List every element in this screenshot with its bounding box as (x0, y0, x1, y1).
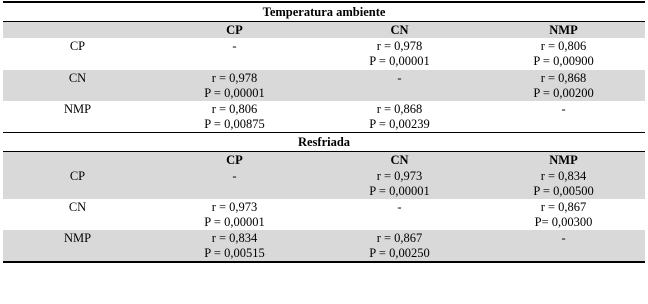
section-title-row (3, 133, 645, 152)
r-value: - (397, 200, 402, 214)
r-value: r = 0,806 (540, 39, 587, 53)
table-cell (152, 38, 317, 70)
row-label: CP (69, 39, 86, 53)
row-label: CN (3, 70, 152, 102)
row-label: NMP (3, 230, 152, 262)
p-value: P = 0,00001 (204, 215, 265, 229)
p-value: P = 0,00001 (369, 184, 430, 198)
table-cell (152, 199, 317, 230)
column-header-nmp: NMP (482, 22, 645, 39)
p-value: P = 0,00875 (204, 117, 265, 131)
table-row (3, 70, 645, 102)
p-value: P = 0,00001 (204, 86, 265, 100)
r-value: - (232, 169, 237, 183)
p-value: P = 0,00001 (369, 54, 430, 68)
column-header-cn: CN (317, 22, 482, 39)
table-cell (482, 199, 645, 230)
row-label: CN (68, 200, 87, 214)
table-cell (317, 38, 482, 70)
p-value: P = 0,00200 (533, 86, 594, 100)
row-label: CP (3, 168, 152, 199)
table-row (3, 199, 645, 230)
r-value: - (397, 71, 402, 85)
r-value: r = 0,867 (540, 200, 587, 214)
table-cell (317, 199, 482, 230)
p-value: P = 0,00239 (369, 117, 430, 131)
table-row (3, 101, 645, 133)
column-header-row (3, 152, 645, 169)
p-value: P = 0,00500 (533, 184, 594, 198)
r-value: r = 0,973 (376, 169, 423, 183)
table-cell (482, 168, 645, 199)
r-value: r = 0,868 (540, 71, 587, 85)
table-cell (317, 101, 482, 133)
table-cell (482, 38, 645, 70)
table-row (3, 168, 645, 199)
table-cell (152, 230, 317, 262)
r-value: - (561, 102, 566, 116)
column-header-cp: CP (152, 152, 317, 169)
r-value: r = 0,867 (376, 231, 423, 245)
column-header-blank (3, 22, 152, 39)
section-title: Temperatura ambiente (3, 2, 645, 22)
p-value: P = 0,00250 (369, 246, 430, 260)
r-value: r = 0,973 (211, 200, 258, 214)
table-row (3, 230, 645, 262)
r-value: - (561, 231, 566, 245)
correlation-table (3, 1, 645, 263)
r-value: r = 0,978 (211, 71, 258, 85)
r-value: r = 0,834 (540, 169, 587, 183)
column-header-blank (3, 152, 152, 169)
row-label: NMP (3, 101, 152, 133)
section-title: Resfriada (3, 133, 645, 152)
table-cell (152, 101, 317, 133)
table-cell (482, 101, 645, 133)
table-cell (317, 230, 482, 262)
p-value: P= 0,00300 (534, 215, 593, 229)
table-cell (317, 70, 482, 102)
column-header-row (3, 22, 645, 39)
column-header-cp: CP (152, 22, 317, 39)
table-cell (152, 70, 317, 102)
table-cell (152, 168, 317, 199)
section-title-row (3, 2, 645, 22)
r-value: r = 0,834 (211, 231, 258, 245)
column-header-nmp: NMP (482, 152, 645, 169)
p-value: P = 0,00900 (533, 54, 594, 68)
table-cell (482, 230, 645, 262)
p-value: P = 0,00515 (204, 246, 265, 260)
table-cell (317, 168, 482, 199)
table-cell (482, 70, 645, 102)
r-value: r = 0,868 (376, 102, 423, 116)
r-value: r = 0,806 (211, 102, 258, 116)
r-value: - (232, 39, 237, 53)
table-row (3, 38, 645, 70)
column-header-cn: CN (317, 152, 482, 169)
r-value: r = 0,978 (376, 39, 423, 53)
